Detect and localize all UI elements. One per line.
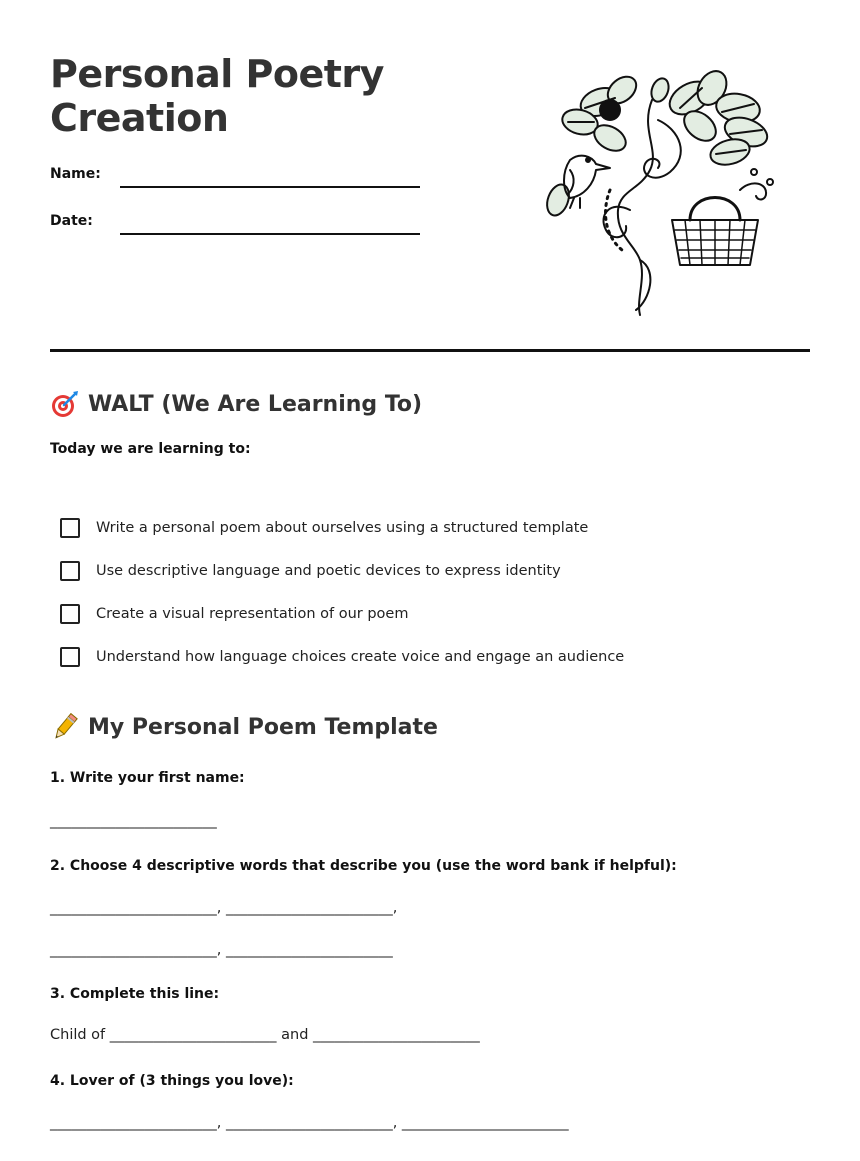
answer-line-descriptive-words-1[interactable]: _______________________, _______________________, xyxy=(50,900,398,916)
checkbox[interactable] xyxy=(60,518,80,538)
question-2: 2. Choose 4 descriptive words that describe you (use the word bank if helpful): xyxy=(50,858,677,874)
tree-illustration-icon xyxy=(540,60,780,322)
template-heading-text: My Personal Poem Template xyxy=(88,714,438,740)
answer-line-child-of[interactable]: Child of _______________________ and _______________________ xyxy=(50,1027,480,1043)
answer-line-descriptive-words-2[interactable]: _______________________, _______________________ xyxy=(50,942,393,958)
question-3: 3. Complete this line: xyxy=(50,986,220,1002)
question-1: 1. Write your first name: xyxy=(50,770,245,786)
walt-heading xyxy=(50,389,422,419)
title-line-2: Creation xyxy=(50,96,229,140)
date-label: Date: xyxy=(50,213,93,229)
walt-checklist-item xyxy=(60,549,624,592)
walt-checklist xyxy=(60,506,624,678)
walt-checklist-item xyxy=(60,506,624,549)
walt-heading-text: WALT (We Are Learning To) xyxy=(88,391,423,417)
target-dart-icon xyxy=(50,389,80,419)
checklist-item-label: Use descriptive language and poetic devices to express identity xyxy=(96,562,561,579)
pencil-icon xyxy=(50,712,80,742)
answer-line-lover-of[interactable]: _______________________, _______________________, _______________________ xyxy=(50,1115,569,1131)
walt-intro: Today we are learning to: xyxy=(50,441,251,457)
date-field[interactable] xyxy=(120,233,420,235)
checklist-item-label: Write a personal poem about ourselves using a structured template xyxy=(96,519,589,536)
walt-checklist-item xyxy=(60,592,624,635)
section-divider xyxy=(50,349,810,352)
title-line-1: Personal Poetry xyxy=(50,52,384,96)
question-4: 4. Lover of (3 things you love): xyxy=(50,1073,294,1089)
name-label: Name: xyxy=(50,166,101,182)
checkbox[interactable] xyxy=(60,561,80,581)
answer-line-first-name[interactable]: _______________________ xyxy=(50,813,217,829)
page-title xyxy=(50,52,384,140)
name-field[interactable] xyxy=(120,186,420,188)
walt-checklist-item xyxy=(60,635,624,678)
checklist-item-label: Understand how language choices create voice and engage an audience xyxy=(96,648,625,665)
checkbox[interactable] xyxy=(60,604,80,624)
template-heading xyxy=(50,712,438,742)
checklist-item-label: Create a visual representation of our poem xyxy=(96,605,409,622)
checkbox[interactable] xyxy=(60,647,80,667)
